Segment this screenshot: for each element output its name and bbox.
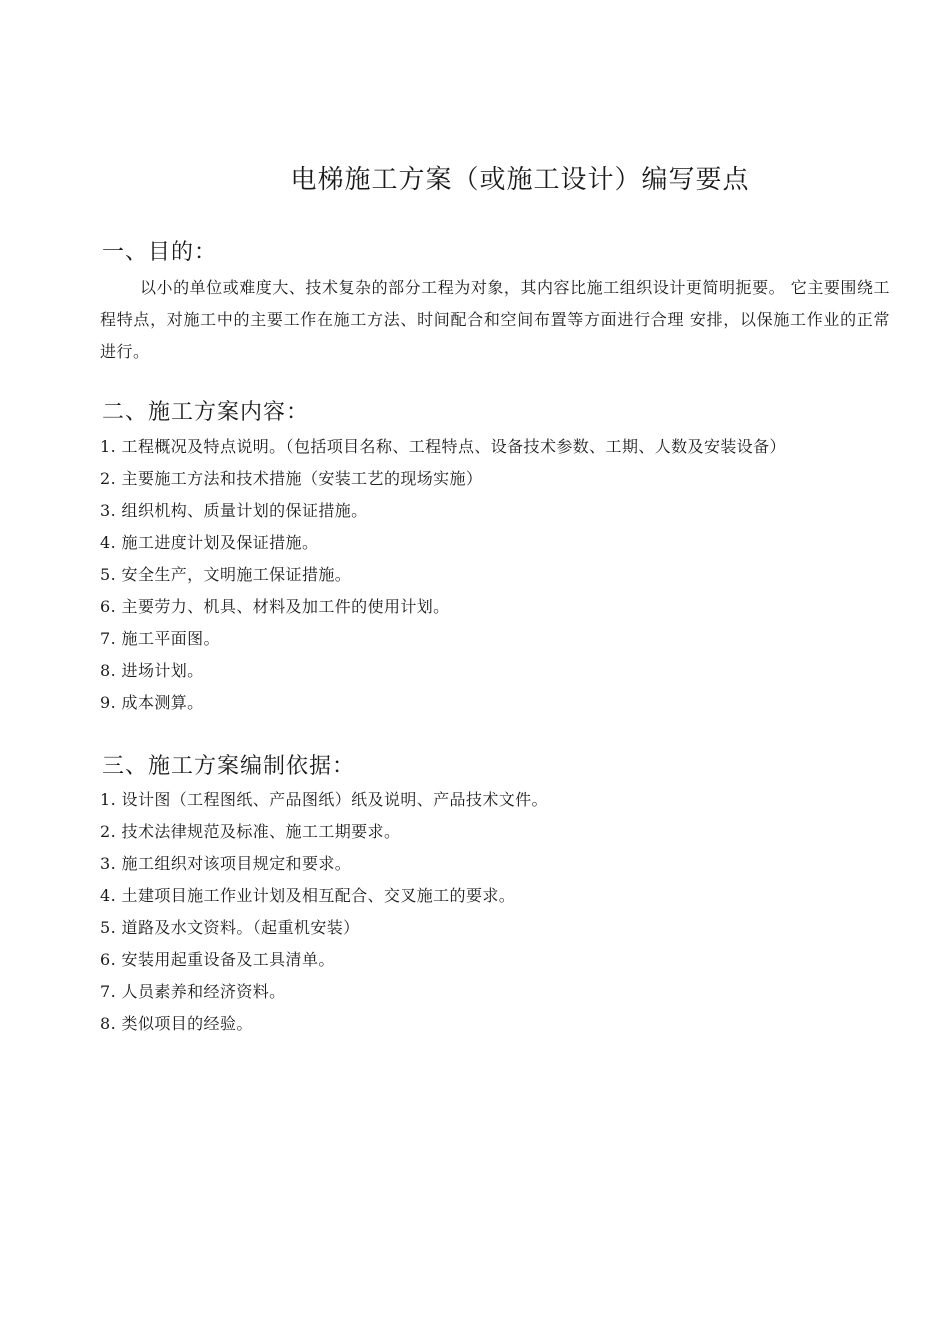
list-item: 6. 主要劳力、机具、材料及加工件的使用计划。 xyxy=(100,597,450,616)
list-item: 2. 技术法律规范及标准、施工工期要求。 xyxy=(100,822,401,841)
basis-list xyxy=(100,784,890,1040)
list-item: 8. 进场计划。 xyxy=(100,661,204,680)
list-item: 9. 成本测算。 xyxy=(100,693,204,712)
list-item: 5. 道路及水文资料。（起重机安装） xyxy=(100,918,360,937)
list-item: 1. 工程概况及特点说明。（包括项目名称、工程特点、设备技术参数、工期、人数及安装设备） xyxy=(100,437,786,456)
list-item: 7. 施工平面图。 xyxy=(100,629,220,648)
content-list xyxy=(100,431,890,719)
list-item: 1. 设计图（工程图纸、产品图纸）纸及说明、产品技术文件。 xyxy=(100,790,548,809)
list-item: 8. 类似项目的经验。 xyxy=(100,1014,253,1033)
section-heading-content: 二、施工方案内容： xyxy=(102,400,310,425)
list-item: 3. 施工组织对该项目规定和要求。 xyxy=(100,854,352,873)
document-title: 电梯施工方案（或施工设计）编写要点 xyxy=(290,165,750,195)
section-heading-purpose: 一、目的： xyxy=(102,240,218,265)
section-heading-basis: 三、施工方案编制依据： xyxy=(102,754,356,779)
list-item: 5. 安全生产，文明施工保证措施。 xyxy=(100,565,352,584)
list-item: 3. 组织机构、质量计划的保证措施。 xyxy=(100,501,368,520)
list-item: 2. 主要施工方法和技术措施（安装工艺的现场实施） xyxy=(100,469,483,488)
list-item: 6. 安装用起重设备及工具清单。 xyxy=(100,950,335,969)
list-item: 7. 人员素养和经济资料。 xyxy=(100,982,286,1001)
list-item: 4. 施工进度计划及保证措施。 xyxy=(100,533,319,552)
purpose-paragraph: 以小的单位或难度大、技术复杂的部分工程为对象，其内容比施工组织设计更简明扼要。 它主要围绕工程特点，对施工中的主要工作在施工方法、时间配合和空间布置等方面进行合理 安排，以保施工作业的正常进行。 xyxy=(100,278,890,361)
list-item: 4. 土建项目施工作业计划及相互配合、交叉施工的要求。 xyxy=(100,886,516,905)
